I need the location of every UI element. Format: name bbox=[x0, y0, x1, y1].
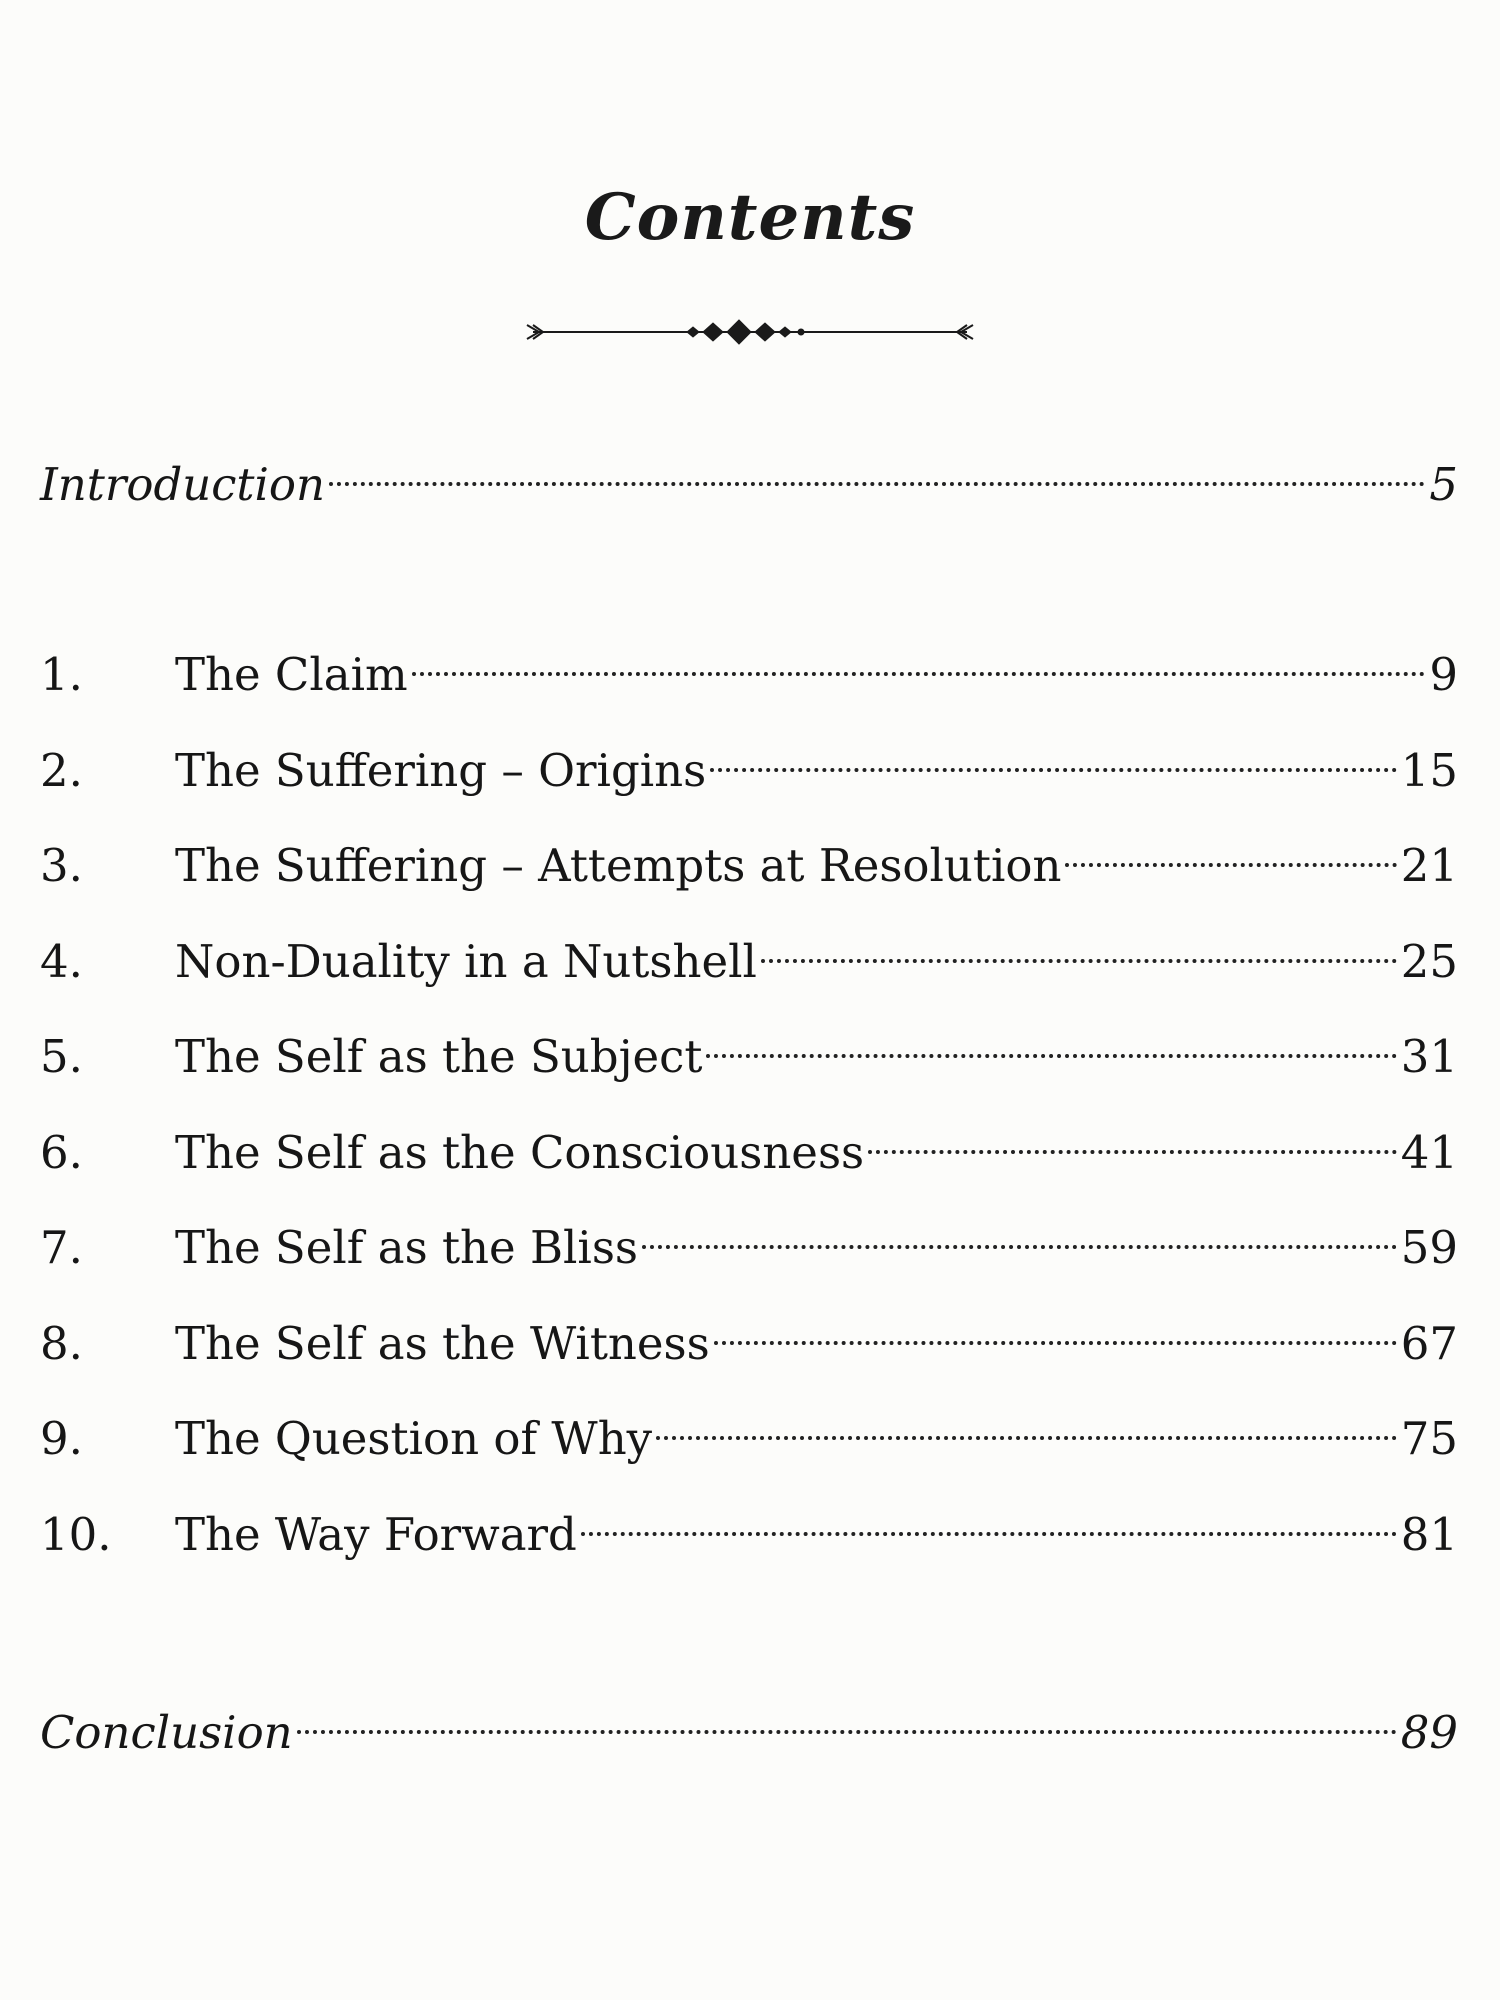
page-title: Contents bbox=[584, 180, 916, 255]
dot-leader bbox=[1065, 821, 1396, 881]
toc-entry-chapter[interactable] bbox=[40, 917, 1458, 988]
toc-entry-label: The Self as the Consciousness bbox=[175, 1125, 865, 1179]
toc-entry-label: Introduction bbox=[40, 458, 325, 511]
toc-entry-page: 25 bbox=[1400, 934, 1458, 988]
toc-entry-number: 9. bbox=[40, 1412, 83, 1465]
dot-leader bbox=[714, 1299, 1397, 1359]
toc-entry-introduction[interactable] bbox=[40, 440, 1458, 511]
dot-leader bbox=[581, 1490, 1397, 1550]
toc-entry-number: 7. bbox=[40, 1221, 83, 1274]
toc-entry-chapter[interactable] bbox=[40, 1108, 1458, 1179]
toc-entry-label: The Suffering – Attempts at Resolution bbox=[175, 839, 1062, 892]
toc-entry-page: 81 bbox=[1400, 1507, 1458, 1561]
toc-entry-label: The Suffering – Origins bbox=[175, 743, 707, 797]
dot-leader bbox=[412, 630, 1426, 690]
toc-entry-label: The Way Forward bbox=[175, 1507, 577, 1561]
toc-entry-label: The Self as the Bliss bbox=[175, 1221, 639, 1274]
toc-entry-number: 1. bbox=[40, 648, 83, 701]
dot-leader bbox=[868, 1108, 1397, 1168]
toc-entry-number: 8. bbox=[40, 1316, 83, 1370]
toc-entry-page: 41 bbox=[1400, 1125, 1458, 1179]
toc-entry-page: 21 bbox=[1400, 839, 1458, 892]
toc-entry-page: 31 bbox=[1400, 1030, 1458, 1083]
toc-entry-label: The Claim bbox=[175, 648, 408, 701]
toc-entry-number: 5. bbox=[40, 1030, 83, 1083]
dot-leader bbox=[656, 1394, 1397, 1454]
toc-entry-page: 5 bbox=[1429, 458, 1458, 511]
toc-entry-number: 4. bbox=[40, 934, 83, 988]
dot-leader bbox=[761, 917, 1397, 977]
dot-leader bbox=[706, 1012, 1396, 1072]
dot-leader bbox=[329, 440, 1425, 500]
dot-leader bbox=[297, 1688, 1397, 1748]
toc-entry-page: 9 bbox=[1429, 648, 1458, 701]
dot-leader bbox=[642, 1203, 1397, 1263]
toc-entry-chapter[interactable] bbox=[40, 1299, 1458, 1370]
toc-entry-number: 10. bbox=[40, 1507, 112, 1561]
toc-entry-chapter[interactable] bbox=[40, 1012, 1458, 1083]
ornament-divider-icon bbox=[525, 312, 975, 352]
toc-entry-page: 59 bbox=[1400, 1221, 1458, 1274]
toc-entry-label: The Self as the Subject bbox=[175, 1030, 703, 1083]
toc-entry-page: 67 bbox=[1400, 1316, 1458, 1370]
dot-leader bbox=[710, 726, 1397, 786]
toc-entry-number: 6. bbox=[40, 1125, 83, 1179]
toc-entry-chapter[interactable] bbox=[40, 821, 1458, 892]
toc-entry-conclusion[interactable] bbox=[40, 1688, 1458, 1759]
toc-entry-label: Non-Duality in a Nutshell bbox=[175, 934, 757, 988]
toc-entry-label: The Self as the Witness bbox=[175, 1316, 710, 1370]
toc-entry-label: Conclusion bbox=[40, 1706, 293, 1759]
toc-entry-chapter[interactable] bbox=[40, 1490, 1458, 1561]
toc-entry-page: 15 bbox=[1400, 743, 1458, 797]
toc-entry-page: 89 bbox=[1400, 1706, 1458, 1759]
toc-entry-label: The Question of Why bbox=[175, 1412, 653, 1465]
toc-entry-number: 3. bbox=[40, 839, 83, 892]
toc-entry-chapter[interactable] bbox=[40, 630, 1458, 701]
toc-entry-chapter[interactable] bbox=[40, 1394, 1458, 1465]
toc-entry-page: 75 bbox=[1400, 1412, 1458, 1465]
toc-entry-chapter[interactable] bbox=[40, 726, 1458, 797]
toc-entry-number: 2. bbox=[40, 743, 83, 797]
toc-entry-chapter[interactable] bbox=[40, 1203, 1458, 1274]
